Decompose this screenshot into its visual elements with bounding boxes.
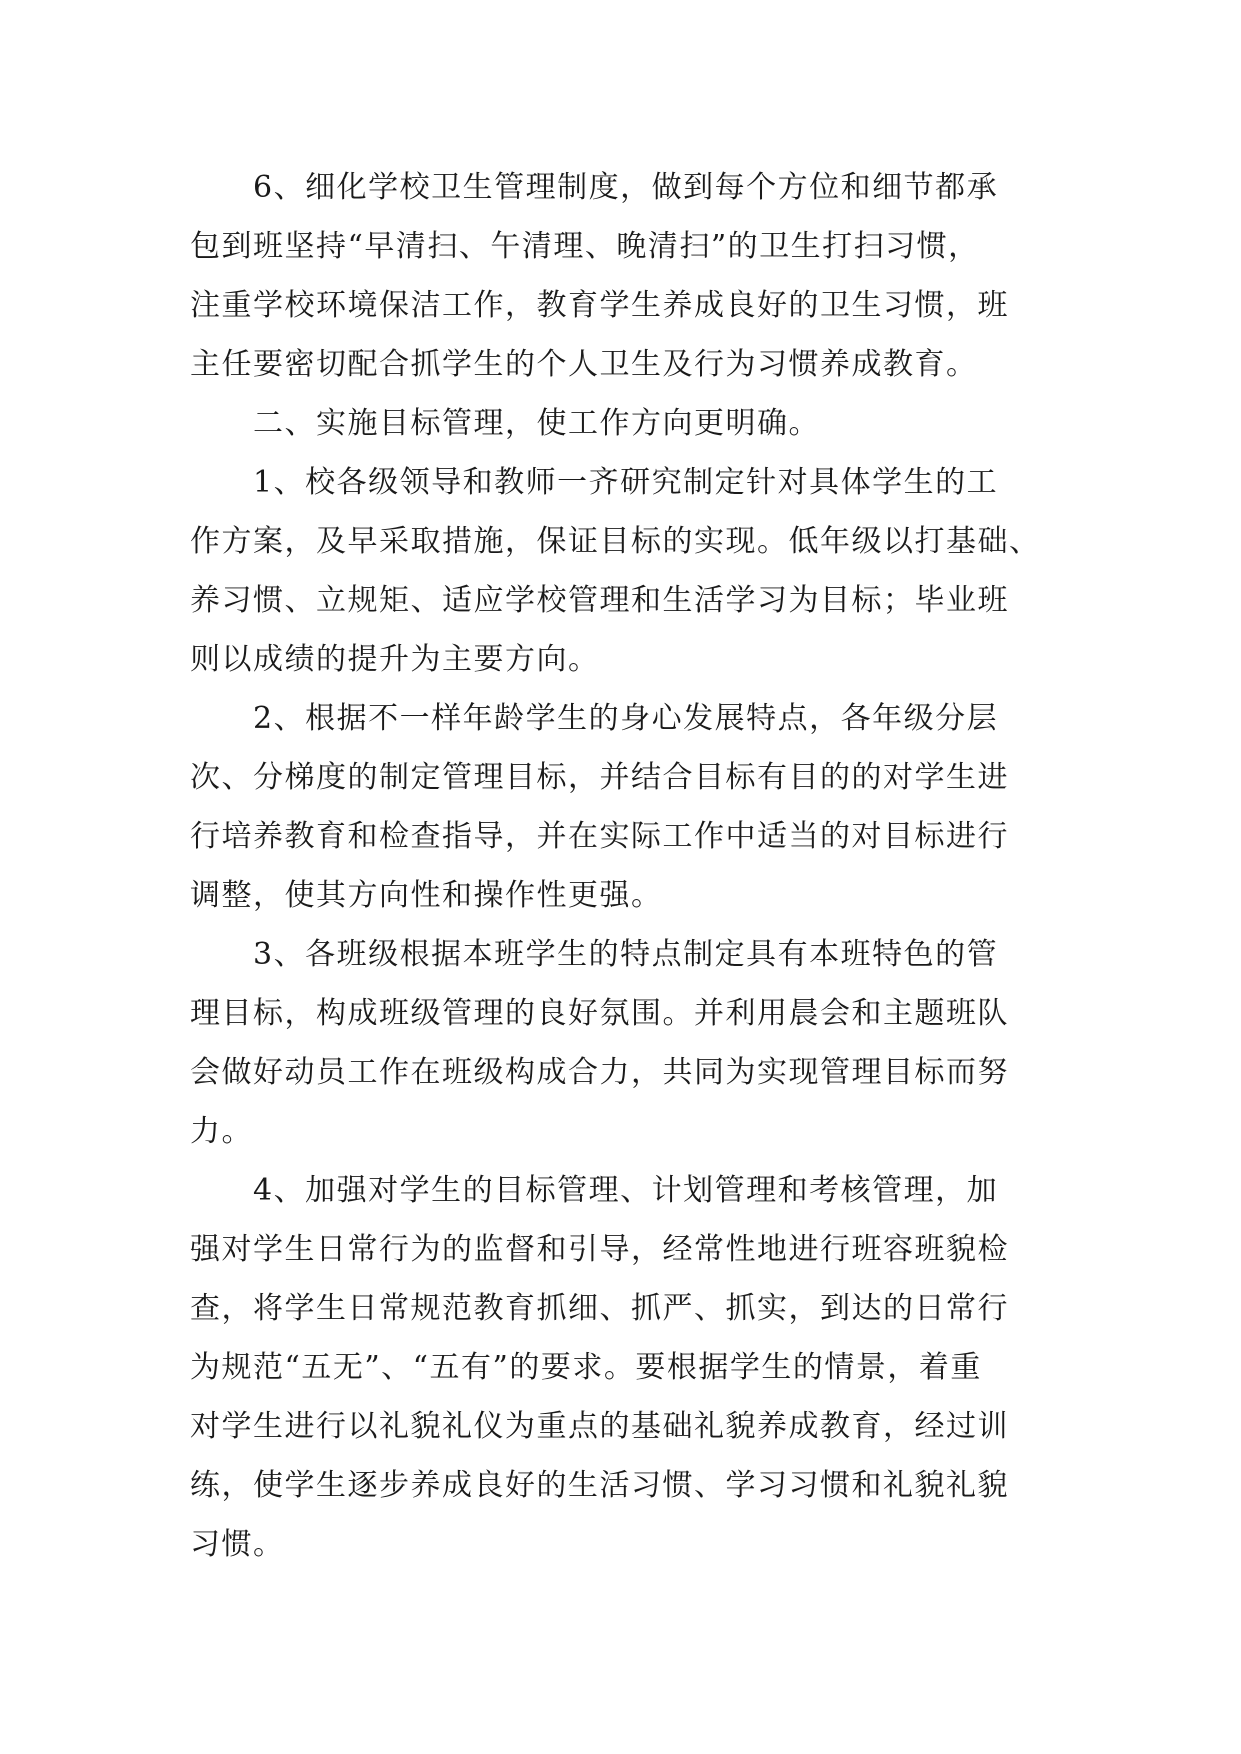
text-line: 练，使学生逐步养成良好的生活习惯、学习习惯和礼貌礼貌 — [190, 1468, 1009, 1503]
text-line: 查，将学生日常规范教育抓细、抓严、抓实，到达的日常行 — [190, 1291, 1009, 1326]
text-line: 1、校各级领导和教师一齐研究制定针对具体学生的工 — [190, 465, 999, 500]
document-body — [190, 158, 1060, 1574]
text-line: 作方案，及早采取措施，保证目标的实现。低年级以打基础、 — [190, 524, 1041, 559]
text-line: 注重学校环境保洁工作，教育学生养成良好的卫生习惯，班 — [190, 288, 1009, 323]
section-heading: 二、实施目标管理，使工作方向更明确。 — [190, 406, 820, 441]
text-line: 对学生进行以礼貌礼仪为重点的基础礼貌养成教育，经过训 — [190, 1409, 1009, 1444]
text-line: 3、各班级根据本班学生的特点制定具有本班特色的管 — [190, 937, 999, 972]
text-line: 力。 — [190, 1114, 253, 1149]
text-line: 4、加强对学生的目标管理、计划管理和考核管理，加 — [190, 1173, 999, 1208]
text-line: 习惯。 — [190, 1527, 285, 1562]
text-line: 主任要密切配合抓学生的个人卫生及行为习惯养成教育。 — [190, 347, 978, 382]
text-line: 强对学生日常行为的监督和引导，经常性地进行班容班貌检 — [190, 1232, 1009, 1267]
text-line: 为规范“五无”、“五有”的要求。要根据学生的情景，着重 — [190, 1350, 982, 1385]
text-line: 6、细化学校卫生管理制度，做到每个方位和细节都承 — [190, 170, 999, 205]
text-line: 会做好动员工作在班级构成合力，共同为实现管理目标而努 — [190, 1055, 1009, 1090]
text-line: 2、根据不一样年龄学生的身心发展特点，各年级分层 — [190, 701, 999, 736]
text-line: 调整，使其方向性和操作性更强。 — [190, 878, 663, 913]
text-line: 行培养教育和检查指导，并在实际工作中适当的对目标进行 — [190, 819, 1009, 854]
text-line: 养习惯、立规矩、适应学校管理和生活学习为目标；毕业班 — [190, 583, 1009, 618]
text-line: 理目标，构成班级管理的良好氛围。并利用晨会和主题班队 — [190, 996, 1009, 1031]
text-line: 则以成绩的提升为主要方向。 — [190, 642, 600, 677]
text-line: 包到班坚持“早清扫、午清理、晚清扫”的卫生打扫习惯， — [190, 229, 980, 264]
text-line: 次、分梯度的制定管理目标，并结合目标有目的的对学生进 — [190, 760, 1009, 795]
